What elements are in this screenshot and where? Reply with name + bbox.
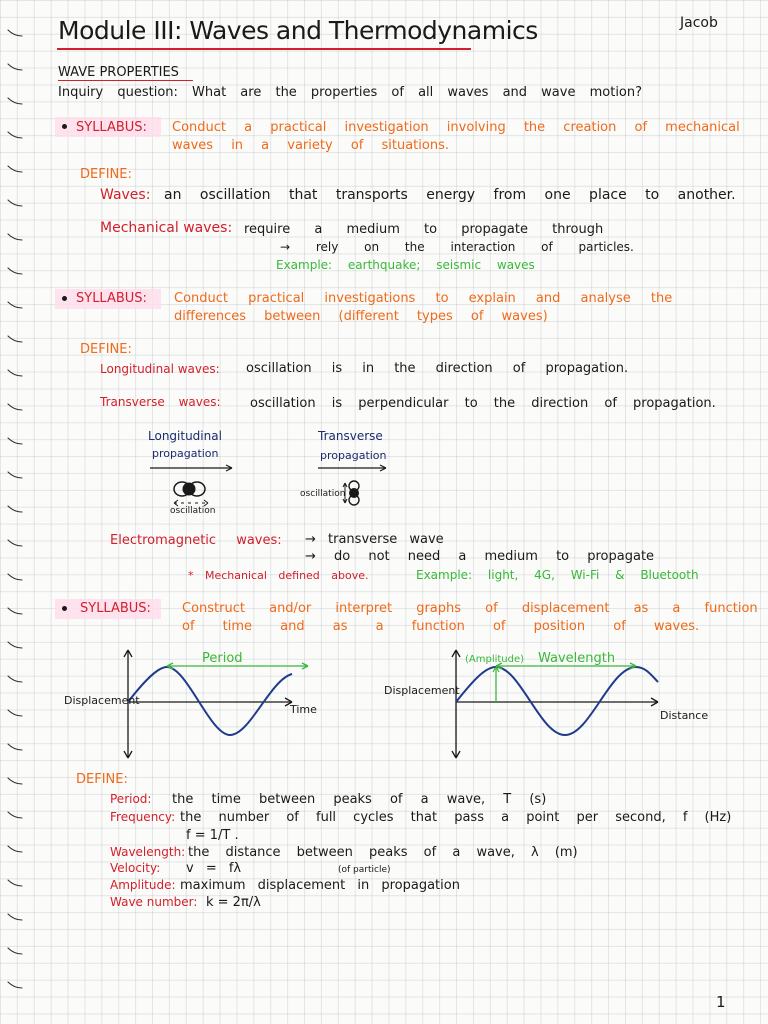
def-amplitude: maximum displacement in propagation — [180, 878, 460, 893]
def-electromagnetic-2: → do not need a medium to propagate — [305, 549, 655, 564]
amplitude-note: (of particle) — [338, 865, 391, 875]
graph-right-amplitude-label: (Amplitude) — [465, 654, 525, 665]
syllabus-text: Conduct practical investigations to explain and analyse the — [174, 291, 673, 306]
term-waves: Waves: — [100, 187, 151, 203]
syllabus-text: waves in a variety of situations. — [172, 138, 449, 153]
def-velocity: v = fλ — [186, 861, 242, 876]
page-title: Module III: Waves and Thermodynamics — [58, 16, 538, 45]
diagram-transverse-oscillation: oscillation — [300, 489, 346, 499]
graph-right-wavelength-label: Wavelength — [538, 651, 616, 666]
diagram-longitudinal-title: Longitudinal — [148, 429, 222, 443]
binder-holes — [0, 0, 28, 1024]
bullet-dot — [62, 296, 67, 301]
term-frequency: Frequency: — [110, 810, 176, 824]
mechanical-note: * Mechanical defined above. — [188, 569, 369, 582]
def-frequency: the number of full cycles that pass a point per second, f (Hz) — [180, 810, 732, 825]
mechanical-example: Example: earthquake; seismic waves — [276, 258, 535, 272]
def-period: the time between peaks of a wave, T (s) — [172, 792, 547, 807]
diagram-longitudinal-propagation: propagation — [152, 447, 219, 460]
def-waves: an oscillation that transports energy from one place to another. — [164, 187, 736, 203]
section-underline — [58, 80, 193, 81]
syllabus-label: SYLLABUS: — [80, 601, 151, 616]
term-wavelength: Wavelength: — [110, 845, 186, 859]
term-electromagnetic: Electromagnetic waves: — [110, 533, 282, 548]
section-heading: WAVE PROPERTIES — [58, 65, 179, 80]
diagram-transverse-propagation: propagation — [320, 449, 387, 462]
def-electromagnetic-1: → transverse wave — [305, 532, 444, 547]
term-transverse: Transverse waves: — [100, 395, 221, 409]
define-label: DEFINE: — [80, 342, 132, 357]
graph-right-ylabel: Displacement — [384, 684, 460, 697]
syllabus-text: differences between (different types of waves) — [174, 309, 548, 324]
author-name: Jacob — [680, 15, 718, 31]
term-mechanical: Mechanical waves: — [100, 220, 233, 236]
diagram-longitudinal-oscillation: oscillation — [170, 506, 216, 516]
term-wave-number: Wave number: — [110, 895, 198, 909]
electromagnetic-example: Example: light, 4G, Wi-Fi & Bluetooth — [416, 568, 699, 582]
bullet-dot — [62, 606, 67, 611]
syllabus-label: SYLLABUS: — [76, 120, 147, 135]
longitudinal-diagram — [140, 462, 240, 512]
graph-left-period-label: Period — [202, 651, 243, 666]
term-velocity: Velocity: — [110, 861, 161, 875]
syllabus-text: of time and as a function of position of waves. — [182, 619, 700, 634]
def-mechanical-note: → rely on the interaction of particles. — [280, 240, 634, 254]
term-amplitude: Amplitude: — [110, 878, 176, 892]
graph-left-xlabel: Time — [290, 703, 317, 716]
bullet-dot — [62, 124, 67, 129]
def-wavelength: the distance between peaks of a wave, λ (m) — [188, 845, 578, 860]
graph-displacement-distance — [380, 640, 680, 770]
def-longitudinal: oscillation is in the direction of propagation. — [246, 361, 629, 376]
syllabus-text: Conduct a practical investigation involving the creation of mechanical — [172, 120, 740, 135]
graph-right-xlabel: Distance — [660, 709, 709, 722]
syllabus-label: SYLLABUS: — [76, 291, 147, 306]
frequency-formula: f = 1/T . — [186, 828, 239, 843]
def-transverse: oscillation is perpendicular to the direction of propagation. — [250, 396, 716, 411]
title-underline — [57, 48, 471, 50]
inquiry-question: Inquiry question: What are the properties of all waves and wave motion? — [58, 85, 643, 100]
diagram-transverse-title: Transverse — [318, 429, 383, 443]
define-label: DEFINE: — [80, 167, 132, 182]
term-longitudinal: Longitudinal waves: — [100, 362, 220, 376]
term-period: Period: — [110, 792, 152, 806]
define-label: DEFINE: — [76, 772, 128, 787]
def-wave-number: k = 2π/λ — [206, 895, 261, 910]
def-mechanical: require a medium to propagate through — [244, 222, 604, 237]
graph-left-ylabel: Displacement — [64, 694, 140, 707]
syllabus-text: Construct and/or interpret graphs of displacement as a function — [182, 601, 758, 616]
page-number: 1 — [716, 993, 726, 1011]
